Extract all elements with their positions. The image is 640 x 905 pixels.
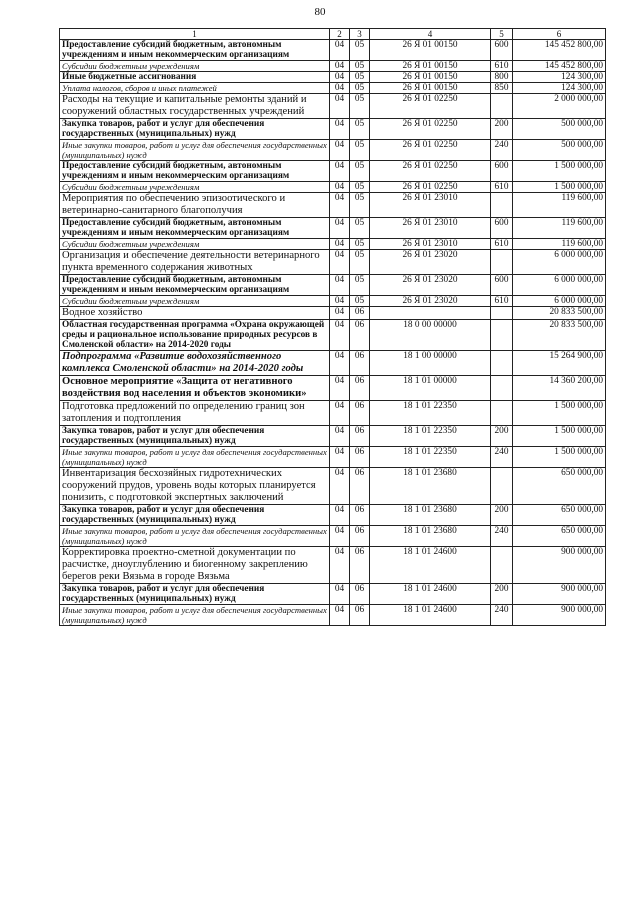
table-row (60, 307, 606, 320)
row-expense-type: 200 (491, 505, 513, 526)
row-subsection: 05 (350, 119, 370, 140)
table-row (60, 447, 606, 468)
row-subsection: 06 (350, 351, 370, 376)
row-name: Иные закупки товаров, работ и услуг для обеспечения государственных (муниципальных) нужд (60, 447, 330, 468)
table-row (60, 83, 606, 94)
row-name: Субсидии бюджетным учреждениям (60, 61, 330, 72)
row-expense-type (491, 401, 513, 426)
table-row (60, 140, 606, 161)
header-row (60, 29, 606, 40)
row-expense-type: 610 (491, 239, 513, 250)
row-name: Водное хозяйство (60, 307, 330, 320)
row-target-code: 18 1 01 23680 (370, 468, 491, 505)
table-row (60, 426, 606, 447)
row-target-code: 26 Я 01 00150 (370, 40, 491, 61)
row-subsection: 06 (350, 547, 370, 584)
row-expense-type (491, 94, 513, 119)
row-target-code: 18 1 01 24600 (370, 547, 491, 584)
table-row (60, 351, 606, 376)
row-expense-type (491, 351, 513, 376)
row-amount: 900 000,00 (513, 547, 606, 584)
row-amount: 650 000,00 (513, 468, 606, 505)
row-name: Субсидии бюджетным учреждениям (60, 182, 330, 193)
row-name: Закупка товаров, работ и услуг для обеспечения государственных (муниципальных) нужд (60, 119, 330, 140)
row-subsection: 05 (350, 296, 370, 307)
row-expense-type: 200 (491, 584, 513, 605)
row-expense-type: 600 (491, 275, 513, 296)
row-amount: 6 000 000,00 (513, 250, 606, 275)
row-target-code (370, 307, 491, 320)
row-subsection: 05 (350, 239, 370, 250)
row-section: 04 (330, 61, 350, 72)
header-cell-name: 1 (60, 29, 330, 40)
row-target-code: 26 Я 01 23020 (370, 296, 491, 307)
row-subsection: 06 (350, 584, 370, 605)
row-expense-type: 200 (491, 426, 513, 447)
table-row (60, 40, 606, 61)
row-subsection: 06 (350, 401, 370, 426)
row-expense-type: 600 (491, 40, 513, 61)
row-target-code: 26 Я 01 02250 (370, 94, 491, 119)
row-section: 04 (330, 161, 350, 182)
row-expense-type: 600 (491, 161, 513, 182)
row-expense-type: 240 (491, 605, 513, 626)
table-row (60, 94, 606, 119)
row-subsection: 06 (350, 526, 370, 547)
table-row (60, 161, 606, 182)
row-section: 04 (330, 193, 350, 218)
row-section: 04 (330, 140, 350, 161)
row-name: Предоставление субсидий бюджетным, автономным учреждениям и иным некоммерческим организациям (60, 275, 330, 296)
row-amount: 1 500 000,00 (513, 161, 606, 182)
row-name: Организация и обеспечение деятельности ветеринарного пункта временного содержания животных (60, 250, 330, 275)
row-target-code: 26 Я 01 02250 (370, 119, 491, 140)
row-subsection: 06 (350, 376, 370, 401)
row-name: Иные закупки товаров, работ и услуг для обеспечения государственных (муниципальных) нужд (60, 140, 330, 161)
row-name: Закупка товаров, работ и услуг для обеспечения государственных (муниципальных) нужд (60, 584, 330, 605)
row-expense-type: 240 (491, 526, 513, 547)
row-amount: 145 452 800,00 (513, 61, 606, 72)
row-subsection: 05 (350, 40, 370, 61)
row-amount: 145 452 800,00 (513, 40, 606, 61)
header-cell-pr: 3 (350, 29, 370, 40)
row-subsection: 06 (350, 320, 370, 351)
row-section: 04 (330, 351, 350, 376)
table-row (60, 250, 606, 275)
table-row (60, 376, 606, 401)
row-subsection: 05 (350, 275, 370, 296)
row-name: Иные закупки товаров, работ и услуг для обеспечения государственных (муниципальных) нужд (60, 526, 330, 547)
header-cell-rz: 2 (330, 29, 350, 40)
row-target-code: 18 1 01 22350 (370, 426, 491, 447)
row-name: Областная государственная программа «Охрана окружающей среды и рациональное использование природных ресурсов в Смоленской области» на 2014-2020 годы (60, 320, 330, 351)
row-name: Закупка товаров, работ и услуг для обеспечения государственных (муниципальных) нужд (60, 505, 330, 526)
row-target-code: 26 Я 01 00150 (370, 72, 491, 83)
row-amount: 500 000,00 (513, 119, 606, 140)
row-section: 04 (330, 505, 350, 526)
table-row (60, 193, 606, 218)
row-name: Основное мероприятие «Защита от негативного воздействия вод населения и объектов экономики» (60, 376, 330, 401)
row-subsection: 05 (350, 182, 370, 193)
row-expense-type: 600 (491, 218, 513, 239)
row-subsection: 06 (350, 505, 370, 526)
row-target-code: 26 Я 01 23010 (370, 193, 491, 218)
row-expense-type: 610 (491, 61, 513, 72)
row-section: 04 (330, 72, 350, 83)
row-expense-type: 240 (491, 447, 513, 468)
row-name: Инвентаризация бесхозяйных гидротехнических сооружений прудов, уровень воды которых планируется понизить, с подготовкой экспертных заключений (60, 468, 330, 505)
table-row (60, 61, 606, 72)
header-cell-vr: 5 (491, 29, 513, 40)
row-amount: 650 000,00 (513, 526, 606, 547)
row-name: Закупка товаров, работ и услуг для обеспечения государственных (муниципальных) нужд (60, 426, 330, 447)
row-amount: 1 500 000,00 (513, 447, 606, 468)
row-target-code: 26 Я 01 02250 (370, 140, 491, 161)
row-target-code: 18 1 01 24600 (370, 605, 491, 626)
row-target-code: 18 0 00 00000 (370, 320, 491, 351)
table-row (60, 505, 606, 526)
row-amount: 119 600,00 (513, 193, 606, 218)
row-expense-type (491, 468, 513, 505)
row-section: 04 (330, 275, 350, 296)
row-amount: 900 000,00 (513, 605, 606, 626)
row-name: Мероприятия по обеспечению эпизоотического и ветеринарно-санитарного благополучия (60, 193, 330, 218)
table-row (60, 72, 606, 83)
row-amount: 1 500 000,00 (513, 426, 606, 447)
row-target-code: 18 1 01 24600 (370, 584, 491, 605)
row-target-code: 26 Я 01 23010 (370, 218, 491, 239)
row-section: 04 (330, 307, 350, 320)
row-target-code: 26 Я 01 00150 (370, 61, 491, 72)
row-name: Расходы на текущие и капитальные ремонты зданий и сооружений областных государственных учреждений (60, 94, 330, 119)
row-name: Иные бюджетные ассигнования (60, 72, 330, 83)
row-section: 04 (330, 526, 350, 547)
row-name: Предоставление субсидий бюджетным, автономным учреждениям и иным некоммерческим организациям (60, 40, 330, 61)
header-cell-sum: 6 (513, 29, 606, 40)
row-section: 04 (330, 239, 350, 250)
row-section: 04 (330, 182, 350, 193)
row-name: Иные закупки товаров, работ и услуг для обеспечения государственных (муниципальных) нужд (60, 605, 330, 626)
row-amount: 6 000 000,00 (513, 275, 606, 296)
row-amount: 124 300,00 (513, 72, 606, 83)
row-name: Предоставление субсидий бюджетным, автономным учреждениям и иным некоммерческим организациям (60, 218, 330, 239)
table-row (60, 547, 606, 584)
row-amount: 14 360 200,00 (513, 376, 606, 401)
table-row (60, 526, 606, 547)
row-amount: 900 000,00 (513, 584, 606, 605)
row-expense-type: 850 (491, 83, 513, 94)
row-amount: 650 000,00 (513, 505, 606, 526)
row-section: 04 (330, 250, 350, 275)
header-cell-csr: 4 (370, 29, 491, 40)
row-target-code: 18 1 01 22350 (370, 447, 491, 468)
row-expense-type (491, 547, 513, 584)
table-row (60, 275, 606, 296)
row-amount: 119 600,00 (513, 218, 606, 239)
table-row (60, 119, 606, 140)
row-subsection: 05 (350, 94, 370, 119)
row-target-code: 18 1 01 00000 (370, 376, 491, 401)
row-expense-type (491, 193, 513, 218)
row-section: 04 (330, 94, 350, 119)
row-target-code: 18 1 01 23680 (370, 526, 491, 547)
row-expense-type (491, 307, 513, 320)
row-expense-type (491, 250, 513, 275)
row-subsection: 05 (350, 83, 370, 94)
row-subsection: 05 (350, 161, 370, 182)
row-section: 04 (330, 547, 350, 584)
table-row (60, 239, 606, 250)
row-amount: 15 264 900,00 (513, 351, 606, 376)
row-subsection: 05 (350, 218, 370, 239)
row-amount: 1 500 000,00 (513, 401, 606, 426)
row-subsection: 06 (350, 605, 370, 626)
table-row (60, 605, 606, 626)
row-expense-type (491, 376, 513, 401)
row-section: 04 (330, 426, 350, 447)
row-name: Уплата налогов, сборов и иных платежей (60, 83, 330, 94)
row-target-code: 26 Я 01 00150 (370, 83, 491, 94)
row-section: 04 (330, 605, 350, 626)
row-name: Предоставление субсидий бюджетным, автономным учреждениям и иным некоммерческим организациям (60, 161, 330, 182)
row-section: 04 (330, 401, 350, 426)
row-subsection: 05 (350, 193, 370, 218)
row-target-code: 18 1 01 22350 (370, 401, 491, 426)
row-amount: 124 300,00 (513, 83, 606, 94)
row-amount: 1 500 000,00 (513, 182, 606, 193)
row-amount: 6 000 000,00 (513, 296, 606, 307)
row-subsection: 05 (350, 140, 370, 161)
row-section: 04 (330, 40, 350, 61)
row-subsection: 05 (350, 250, 370, 275)
row-section: 04 (330, 584, 350, 605)
row-subsection: 06 (350, 307, 370, 320)
table-row (60, 182, 606, 193)
row-expense-type: 240 (491, 140, 513, 161)
row-section: 04 (330, 119, 350, 140)
row-section: 04 (330, 468, 350, 505)
row-name: Подготовка предложений по определению границ зон затопления и подтопления (60, 401, 330, 426)
row-section: 04 (330, 218, 350, 239)
row-subsection: 06 (350, 447, 370, 468)
row-section: 04 (330, 447, 350, 468)
row-amount: 2 000 000,00 (513, 94, 606, 119)
row-amount: 119 600,00 (513, 239, 606, 250)
row-subsection: 06 (350, 426, 370, 447)
row-name: Подпрограмма «Развитие водохозяйственного комплекса Смоленской области» на 2014-2020 годы (60, 351, 330, 376)
row-section: 04 (330, 296, 350, 307)
page-number: 80 (314, 6, 326, 18)
table-row (60, 218, 606, 239)
table-row (60, 584, 606, 605)
row-name: Субсидии бюджетным учреждениям (60, 239, 330, 250)
row-amount: 20 833 500,00 (513, 320, 606, 351)
row-target-code: 18 1 01 23680 (370, 505, 491, 526)
row-section: 04 (330, 376, 350, 401)
table-row (60, 401, 606, 426)
row-expense-type (491, 320, 513, 351)
table-row (60, 320, 606, 351)
row-amount: 500 000,00 (513, 140, 606, 161)
row-expense-type: 200 (491, 119, 513, 140)
row-expense-type: 800 (491, 72, 513, 83)
budget-table (59, 28, 606, 626)
table-row (60, 296, 606, 307)
row-expense-type: 610 (491, 296, 513, 307)
row-target-code: 26 Я 01 23020 (370, 250, 491, 275)
row-subsection: 05 (350, 61, 370, 72)
row-amount: 20 833 500,00 (513, 307, 606, 320)
row-subsection: 06 (350, 468, 370, 505)
row-name: Субсидии бюджетным учреждениям (60, 296, 330, 307)
row-target-code: 26 Я 01 23010 (370, 239, 491, 250)
row-section: 04 (330, 320, 350, 351)
row-section: 04 (330, 83, 350, 94)
row-target-code: 26 Я 01 23020 (370, 275, 491, 296)
row-target-code: 18 1 00 00000 (370, 351, 491, 376)
row-subsection: 05 (350, 72, 370, 83)
row-target-code: 26 Я 01 02250 (370, 161, 491, 182)
row-name: Корректировка проектно-сметной документации по расчистке, дноуглублению и биогенному закреплению берегов реки Вязьма в городе Вязьма (60, 547, 330, 584)
row-expense-type: 610 (491, 182, 513, 193)
table-row (60, 468, 606, 505)
row-target-code: 26 Я 01 02250 (370, 182, 491, 193)
